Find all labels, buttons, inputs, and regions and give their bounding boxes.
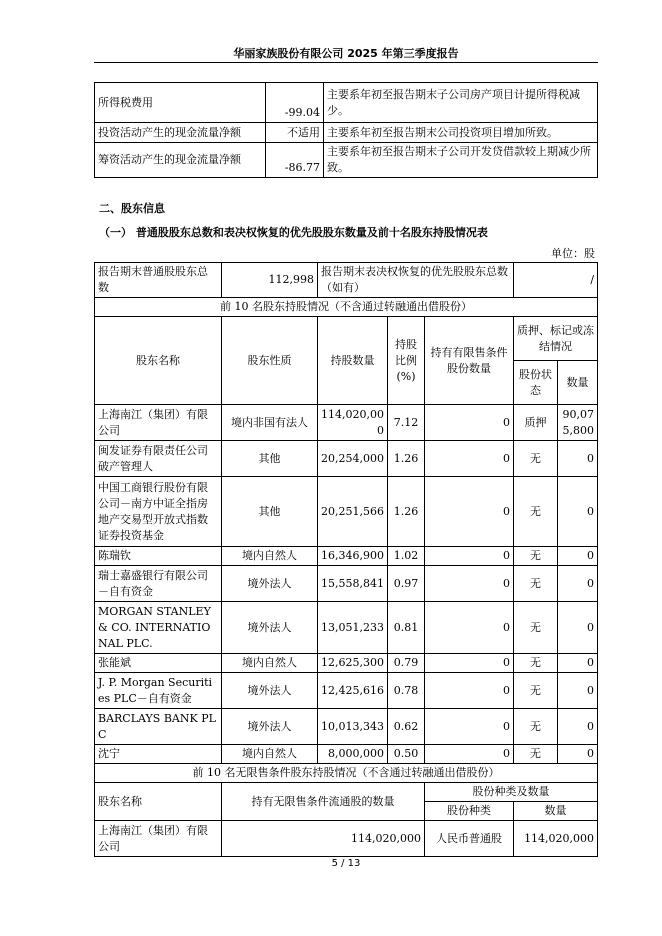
holder-nature: 境内非国有法人	[222, 405, 318, 441]
holder-shares: 10,013,343	[318, 709, 388, 745]
holder-shares: 20,254,000	[318, 441, 388, 477]
holder-status: 质押	[514, 405, 558, 441]
table-row	[95, 263, 598, 298]
reason-cell: 主要系年初至报告期末子公司开发贷借款较上期减少所致。	[324, 143, 598, 178]
col-restricted: 持有有限售条件股份数量	[425, 317, 514, 405]
col-shares: 持股数量	[318, 317, 388, 405]
total-holders-value: 112,998	[222, 263, 318, 298]
holder-restricted: 0	[425, 405, 514, 441]
value-cell: -86.77	[266, 143, 324, 178]
holder-nature: 境内自然人	[222, 745, 318, 764]
table-header-row	[95, 317, 598, 361]
holder-restricted: 0	[425, 654, 514, 673]
holder-name: J. P. Morgan Securities PLC－自有资金	[95, 673, 222, 709]
holder-name: 上海南江（集团）有限公司	[95, 405, 222, 441]
table-row	[95, 298, 598, 317]
holder-nature: 境内自然人	[222, 547, 318, 566]
holder-ratio: 1.26	[388, 477, 425, 547]
col-ratio: 持股比例(%)	[388, 317, 425, 405]
holder-nature: 境外法人	[222, 602, 318, 654]
pref-holders-label: 报告期末表决权恢复的优先股股东总数（如有）	[318, 263, 514, 298]
holder-restricted: 0	[425, 745, 514, 764]
table-row	[95, 441, 598, 477]
table-row	[95, 477, 598, 547]
holder-nature: 其他	[222, 477, 318, 547]
holder-qty: 0	[558, 654, 598, 673]
holder-status: 无	[514, 745, 558, 764]
holder-shares: 13,051,233	[318, 602, 388, 654]
holder-ratio: 0.97	[388, 566, 425, 602]
col-type: 股份种类	[425, 802, 514, 821]
col-type-group: 股份种类及数量	[425, 783, 598, 802]
value-cell: -99.04	[266, 83, 324, 123]
unrestricted-qty: 114,020,000	[514, 821, 598, 857]
table-row	[95, 673, 598, 709]
holder-name: 张能斌	[95, 654, 222, 673]
holder-ratio: 0.81	[388, 602, 425, 654]
item-cell: 投资活动产生的现金流量净额	[95, 123, 266, 143]
holder-qty: 0	[558, 547, 598, 566]
holder-ratio: 0.50	[388, 745, 425, 764]
table-row	[95, 143, 598, 178]
holder-shares: 12,425,616	[318, 673, 388, 709]
holder-shares: 114,020,000	[318, 405, 388, 441]
col-pledge: 质押、标记或冻结情况	[514, 317, 598, 361]
holder-restricted: 0	[425, 547, 514, 566]
holder-qty: 0	[558, 566, 598, 602]
holder-qty: 0	[558, 709, 598, 745]
holder-ratio: 1.02	[388, 547, 425, 566]
unrestricted-caption: 前 10 名无限售条件股东持股情况（不含通过转融通出借股份）	[95, 764, 598, 783]
item-cell: 筹资活动产生的现金流量净额	[95, 143, 266, 178]
holder-name: 瑞士嘉盛银行有限公司－自有资金	[95, 566, 222, 602]
table-row	[95, 547, 598, 566]
section-title: 二、股东信息	[99, 202, 165, 215]
holder-restricted: 0	[425, 477, 514, 547]
holder-status: 无	[514, 547, 558, 566]
table-row	[95, 654, 598, 673]
holder-qty: 90,075,800	[558, 405, 598, 441]
holder-ratio: 0.78	[388, 673, 425, 709]
table-row	[95, 821, 598, 857]
total-holders-label: 报告期末普通股股东总数	[95, 263, 222, 298]
holder-status: 无	[514, 477, 558, 547]
holder-nature: 境外法人	[222, 673, 318, 709]
unrestricted-shares: 114,020,000	[222, 821, 425, 857]
holder-ratio: 1.26	[388, 441, 425, 477]
holder-status: 无	[514, 654, 558, 673]
table-row	[95, 83, 598, 123]
holder-shares: 20,251,566	[318, 477, 388, 547]
holder-ratio: 0.62	[388, 709, 425, 745]
page-number: 5 / 13	[331, 858, 361, 869]
holder-restricted: 0	[425, 441, 514, 477]
reason-cell: 主要系年初至报告期末公司投资项目增加所致。	[324, 123, 598, 143]
header-rule	[94, 62, 598, 63]
col-unrestricted-shares: 持有无限售条件流通股的数量	[222, 783, 425, 821]
holder-restricted: 0	[425, 709, 514, 745]
unrestricted-type: 人民币普通股	[425, 821, 514, 857]
holder-name: 闽发证券有限责任公司破产管理人	[95, 441, 222, 477]
table-header-row	[95, 783, 598, 802]
holder-status: 无	[514, 673, 558, 709]
col-pledge-status: 股份状态	[514, 361, 558, 405]
holder-restricted: 0	[425, 602, 514, 654]
holder-status: 无	[514, 441, 558, 477]
holder-nature: 其他	[222, 441, 318, 477]
holder-nature: 境外法人	[222, 709, 318, 745]
col-unrestricted-name: 股东名称	[95, 783, 222, 821]
table-row	[95, 566, 598, 602]
shareholder-table	[94, 262, 598, 857]
col-name: 股东名称	[95, 317, 222, 405]
unit-label: 单位：股	[551, 247, 595, 260]
col-pledge-qty: 数量	[558, 361, 598, 405]
holder-name: 陈瑞钦	[95, 547, 222, 566]
holder-qty: 0	[558, 477, 598, 547]
section-subtitle: （一） 普通股股东总数和表决权恢复的优先股股东数量及前十名股东持股情况表	[99, 226, 488, 239]
unrestricted-name: 上海南江（集团）有限公司	[95, 821, 222, 857]
holder-name: MORGAN STANLEY & CO. INTERNATIONAL PLC.	[95, 602, 222, 654]
holder-qty: 0	[558, 441, 598, 477]
holder-qty: 0	[558, 602, 598, 654]
holder-shares: 8,000,000	[318, 745, 388, 764]
item-cell: 所得税费用	[95, 83, 266, 123]
holder-status: 无	[514, 566, 558, 602]
table-row	[95, 405, 598, 441]
value-cell: 不适用	[266, 123, 324, 143]
holder-status: 无	[514, 709, 558, 745]
holder-shares: 15,558,841	[318, 566, 388, 602]
change-reason-table	[94, 82, 598, 178]
pref-holders-value: /	[514, 263, 598, 298]
holder-shares: 16,346,900	[318, 547, 388, 566]
holder-ratio: 0.79	[388, 654, 425, 673]
col-nature: 股东性质	[222, 317, 318, 405]
table-row	[95, 123, 598, 143]
table-row	[95, 602, 598, 654]
col-type-qty: 数量	[514, 802, 598, 821]
holder-restricted: 0	[425, 673, 514, 709]
holder-qty: 0	[558, 745, 598, 764]
holder-shares: 12,625,300	[318, 654, 388, 673]
holder-ratio: 7.12	[388, 405, 425, 441]
holder-status: 无	[514, 602, 558, 654]
table-row	[95, 709, 598, 745]
holder-qty: 0	[558, 673, 598, 709]
holder-name: BARCLAYS BANK PLC	[95, 709, 222, 745]
holder-restricted: 0	[425, 566, 514, 602]
holder-name: 中国工商银行股份有限公司－南方中证全指房地产交易型开放式指数证券投资基金	[95, 477, 222, 547]
table-row	[95, 764, 598, 783]
table-row	[95, 745, 598, 764]
holder-nature: 境内自然人	[222, 654, 318, 673]
top10-caption: 前 10 名股东持股情况（不含通过转融通出借股份）	[95, 298, 598, 317]
holder-name: 沈宁	[95, 745, 222, 764]
reason-cell: 主要系年初至报告期末子公司房产项目计提所得税减少。	[324, 83, 598, 123]
page-header: 华丽家族股份有限公司 2025 年第三季度报告	[233, 47, 459, 60]
holder-nature: 境外法人	[222, 566, 318, 602]
